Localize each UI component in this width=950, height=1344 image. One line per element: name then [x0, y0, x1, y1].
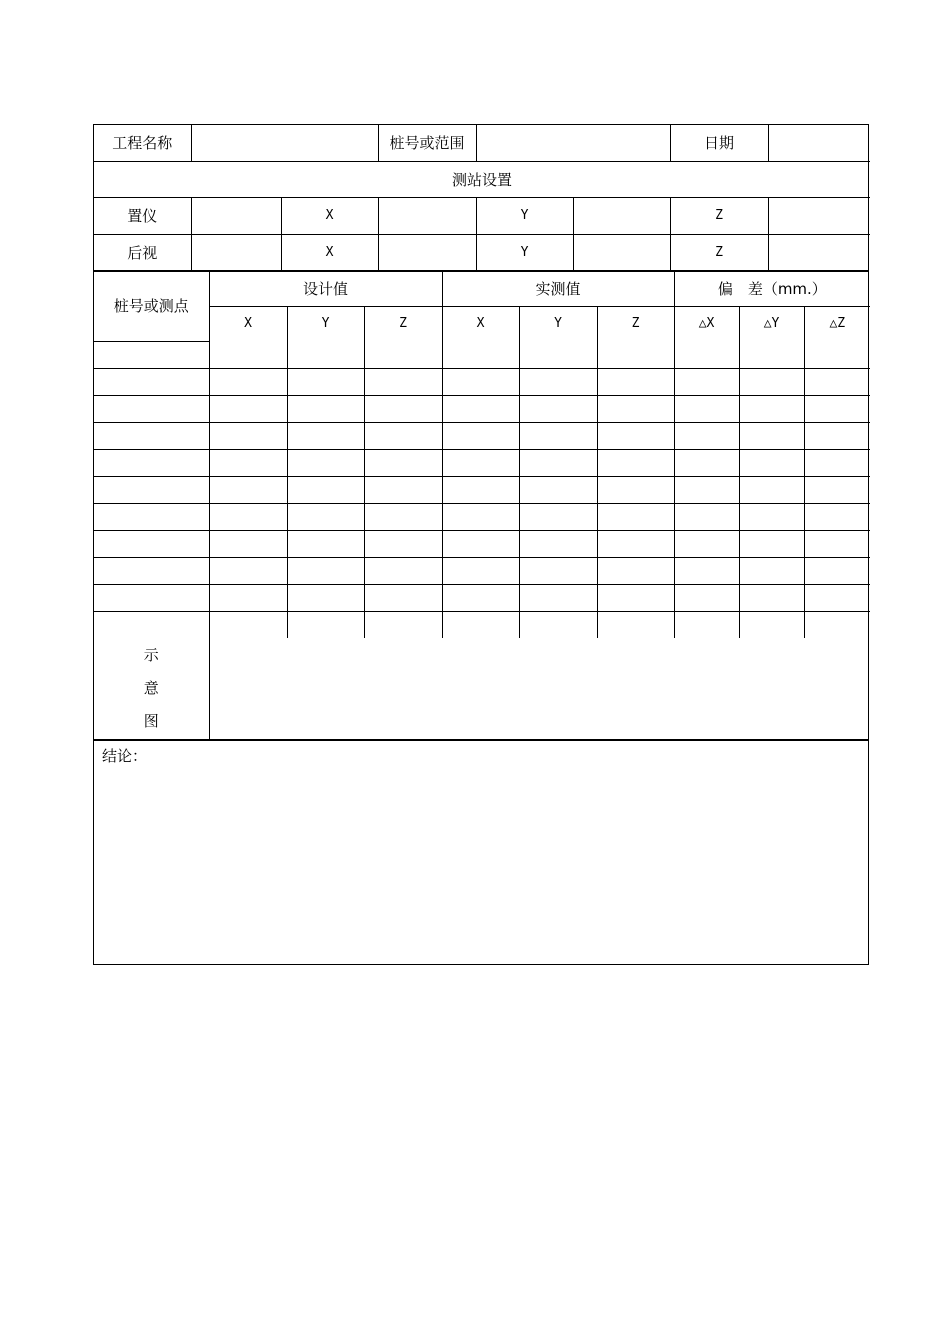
station-setup-title-row [94, 161, 870, 197]
form-upper-section [93, 124, 869, 272]
value-cell[interactable] [674, 341, 739, 368]
value-cell[interactable] [442, 395, 519, 422]
value-cell[interactable] [519, 503, 597, 530]
value-cell[interactable] [804, 557, 870, 584]
value-cell[interactable] [597, 557, 674, 584]
value-cell[interactable] [804, 449, 870, 476]
value-cell[interactable] [804, 530, 870, 557]
value-cell[interactable] [739, 584, 804, 611]
value-cell[interactable] [739, 557, 804, 584]
value-cell[interactable] [287, 530, 364, 557]
value-cell[interactable] [674, 449, 739, 476]
value-cell[interactable] [364, 395, 442, 422]
table-row [94, 557, 870, 584]
value-cell[interactable] [287, 449, 364, 476]
diagram-label-char: 图 [143, 712, 159, 730]
value-cell[interactable] [674, 395, 739, 422]
value-cell[interactable] [674, 557, 739, 584]
value-cell[interactable] [364, 503, 442, 530]
value-cell[interactable] [739, 530, 804, 557]
backsight-row [94, 234, 870, 271]
value-cell[interactable] [519, 395, 597, 422]
value-cell[interactable] [739, 395, 804, 422]
value-cell[interactable] [597, 476, 674, 503]
diagram-row [94, 638, 870, 739]
measurement-data-rows [94, 341, 870, 638]
value-cell[interactable] [442, 476, 519, 503]
header-row [94, 125, 870, 161]
value-cell[interactable] [519, 557, 597, 584]
value-cell[interactable] [287, 341, 364, 368]
backsight-y-label: Y [476, 234, 573, 271]
diagram-label-char: 示 [143, 646, 159, 664]
value-cell[interactable] [739, 503, 804, 530]
backsight-z-field[interactable] [768, 234, 870, 271]
value-cell[interactable] [209, 368, 287, 395]
station-range-label: 桩号或范围 [378, 125, 476, 161]
station-range-field[interactable] [476, 125, 670, 161]
date-label: 日期 [670, 125, 768, 161]
value-cell[interactable] [209, 395, 287, 422]
value-cell[interactable] [209, 584, 287, 611]
table-row [94, 476, 870, 503]
value-cell[interactable] [519, 449, 597, 476]
date-field[interactable] [768, 125, 870, 161]
value-cell[interactable] [364, 584, 442, 611]
value-cell[interactable] [597, 530, 674, 557]
point-cell[interactable] [94, 422, 209, 449]
instrument-x-field[interactable] [378, 197, 476, 234]
value-cell[interactable] [804, 611, 870, 638]
backsight-x-label: X [281, 234, 378, 271]
measurement-header-row [94, 271, 870, 306]
backsight-x-field[interactable] [378, 234, 476, 271]
value-cell[interactable] [674, 476, 739, 503]
table-row [94, 530, 870, 557]
design-z-header: Z [364, 306, 442, 341]
value-cell[interactable] [804, 395, 870, 422]
diagram-label-char: 意 [143, 679, 159, 697]
point-label: 桩号或测点 [94, 271, 209, 341]
table-row [94, 368, 870, 395]
value-cell[interactable] [597, 422, 674, 449]
point-cell[interactable] [94, 557, 209, 584]
point-cell[interactable] [94, 584, 209, 611]
conclusion-box[interactable] [93, 740, 869, 965]
point-cell[interactable] [94, 476, 209, 503]
value-cell[interactable] [597, 368, 674, 395]
value-cell[interactable] [442, 584, 519, 611]
value-cell[interactable] [804, 422, 870, 449]
value-cell[interactable] [739, 611, 804, 638]
instrument-x-label: X [281, 197, 378, 234]
value-cell[interactable] [804, 368, 870, 395]
value-cell[interactable] [364, 341, 442, 368]
diagram-label [94, 638, 209, 739]
value-cell[interactable] [364, 368, 442, 395]
value-cell[interactable] [287, 557, 364, 584]
value-cell[interactable] [364, 422, 442, 449]
value-cell[interactable] [442, 368, 519, 395]
deviation-y-header: △Y [739, 306, 804, 341]
value-cell[interactable] [519, 341, 597, 368]
value-cell[interactable] [442, 530, 519, 557]
value-cell[interactable] [519, 422, 597, 449]
point-cell[interactable] [94, 503, 209, 530]
design-x-header: X [209, 306, 287, 341]
design-value-label: 设计值 [209, 271, 442, 306]
value-cell[interactable] [287, 368, 364, 395]
measurement-table [94, 271, 870, 739]
instrument-value-cell[interactable] [191, 197, 281, 234]
value-cell[interactable] [739, 449, 804, 476]
backsight-y-field[interactable] [573, 234, 670, 271]
project-name-field[interactable] [191, 125, 378, 161]
station-setup-title: 测站设置 [94, 161, 870, 197]
value-cell[interactable] [209, 503, 287, 530]
value-cell[interactable] [674, 584, 739, 611]
point-cell[interactable] [94, 368, 209, 395]
value-cell[interactable] [287, 584, 364, 611]
value-cell[interactable] [287, 476, 364, 503]
table-row [94, 503, 870, 530]
value-cell[interactable] [442, 503, 519, 530]
value-cell[interactable] [209, 449, 287, 476]
backsight-label: 后视 [94, 234, 191, 271]
value-cell[interactable] [674, 368, 739, 395]
backsight-z-label: Z [670, 234, 768, 271]
value-cell[interactable] [597, 611, 674, 638]
value-cell[interactable] [442, 422, 519, 449]
deviation-x-header: △X [674, 306, 739, 341]
instrument-label: 置仪 [94, 197, 191, 234]
value-cell[interactable] [209, 557, 287, 584]
value-cell[interactable] [442, 611, 519, 638]
measurement-subheader-row [94, 306, 870, 341]
value-cell[interactable] [442, 341, 519, 368]
value-cell[interactable] [287, 503, 364, 530]
value-cell[interactable] [442, 449, 519, 476]
deviation-z-header: △Z [804, 306, 870, 341]
value-cell[interactable] [364, 557, 442, 584]
point-cell[interactable] [94, 449, 209, 476]
value-cell[interactable] [597, 341, 674, 368]
value-cell[interactable] [519, 584, 597, 611]
measured-x-header: X [442, 306, 519, 341]
value-cell[interactable] [364, 449, 442, 476]
value-cell[interactable] [739, 368, 804, 395]
value-cell[interactable] [804, 503, 870, 530]
value-cell[interactable] [739, 341, 804, 368]
value-cell[interactable] [519, 530, 597, 557]
value-cell[interactable] [739, 422, 804, 449]
instrument-y-label: Y [476, 197, 573, 234]
value-cell[interactable] [209, 611, 287, 638]
table-row [94, 584, 870, 611]
value-cell[interactable] [674, 422, 739, 449]
measured-value-label: 实测值 [442, 271, 674, 306]
table-row [94, 395, 870, 422]
value-cell[interactable] [674, 530, 739, 557]
value-cell[interactable] [519, 368, 597, 395]
deviation-label: 偏 差（mm.） [674, 271, 870, 306]
project-name-label: 工程名称 [94, 125, 191, 161]
point-cell[interactable] [94, 530, 209, 557]
value-cell[interactable] [804, 476, 870, 503]
table-row [94, 341, 870, 368]
value-cell[interactable] [287, 395, 364, 422]
point-cell[interactable] [94, 395, 209, 422]
value-cell[interactable] [804, 341, 870, 368]
point-cell[interactable] [94, 611, 209, 638]
value-cell[interactable] [364, 476, 442, 503]
value-cell[interactable] [597, 503, 674, 530]
conclusion-label: 结论： [102, 747, 148, 765]
form-measurement-section [93, 270, 869, 740]
table-row [94, 611, 870, 638]
table-row [94, 422, 870, 449]
value-cell[interactable] [804, 584, 870, 611]
measured-y-header: Y [519, 306, 597, 341]
design-y-header: Y [287, 306, 364, 341]
diagram-area[interactable] [209, 638, 870, 739]
value-cell[interactable] [364, 611, 442, 638]
value-cell[interactable] [597, 395, 674, 422]
instrument-y-field[interactable] [573, 197, 670, 234]
value-cell[interactable] [519, 476, 597, 503]
value-cell[interactable] [597, 449, 674, 476]
point-cell[interactable] [94, 341, 209, 368]
instrument-z-field[interactable] [768, 197, 870, 234]
instrument-row [94, 197, 870, 234]
value-cell[interactable] [739, 476, 804, 503]
value-cell[interactable] [209, 422, 287, 449]
value-cell[interactable] [674, 611, 739, 638]
value-cell[interactable] [674, 503, 739, 530]
value-cell[interactable] [209, 476, 287, 503]
value-cell[interactable] [287, 422, 364, 449]
value-cell[interactable] [209, 530, 287, 557]
station-setup-table [94, 125, 870, 271]
value-cell[interactable] [442, 557, 519, 584]
value-cell[interactable] [287, 611, 364, 638]
value-cell[interactable] [519, 611, 597, 638]
value-cell[interactable] [364, 530, 442, 557]
table-row [94, 449, 870, 476]
backsight-value-cell[interactable] [191, 234, 281, 271]
value-cell[interactable] [597, 584, 674, 611]
instrument-z-label: Z [670, 197, 768, 234]
measured-z-header: Z [597, 306, 674, 341]
value-cell[interactable] [209, 341, 287, 368]
